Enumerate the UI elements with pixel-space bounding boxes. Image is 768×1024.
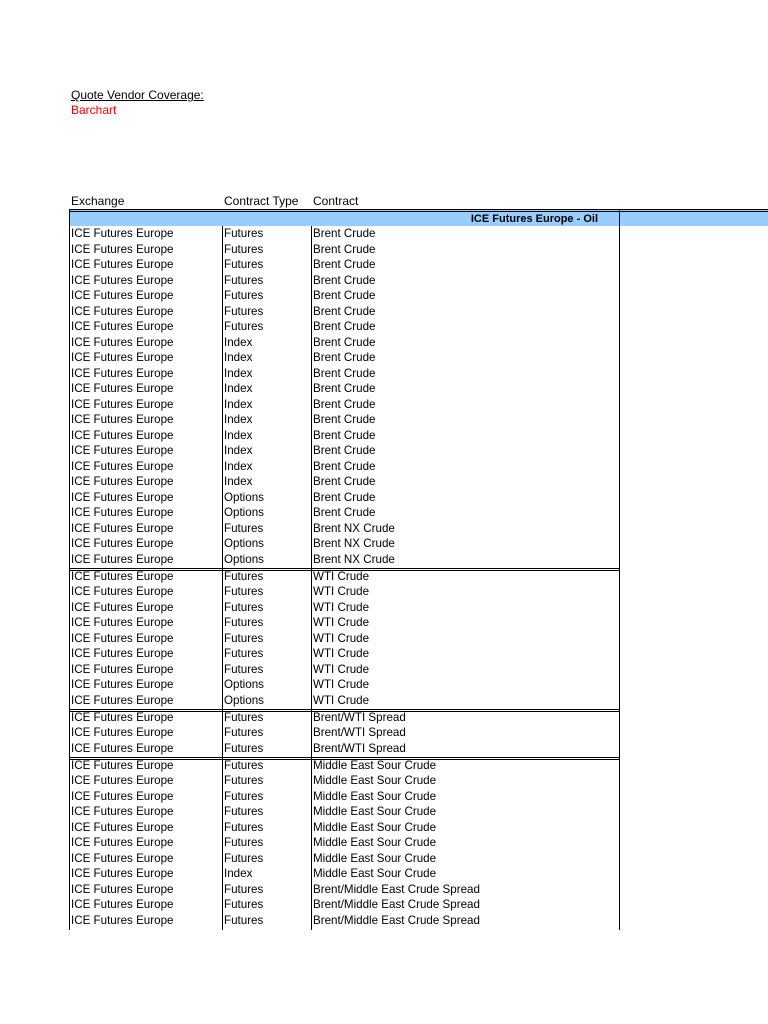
cell-contract-type: Futures [224,789,264,803]
cell-contract-type: Futures [224,600,264,614]
cell-exchange: ICE Futures Europe [71,867,174,880]
table-row [70,319,619,335]
cell-exchange: ICE Futures Europe [71,521,174,535]
cell-contract-type: Futures [224,836,264,849]
cell-contract: Middle East Sour Crude [313,820,437,834]
cell-contract: Brent NX Crude [313,521,395,535]
table-row [70,257,619,273]
cell-contract: Brent Crude [313,397,376,411]
cell-contract: Brent Crude [313,320,376,333]
table-row [70,725,619,741]
header-exchange: Exchange [71,194,125,208]
table-row [70,851,619,867]
cell-contract-type: Futures [224,851,264,865]
cell-exchange: ICE Futures Europe [71,898,174,911]
cell-exchange: ICE Futures Europe [71,413,174,426]
cell-contract-type: Futures [224,242,264,256]
cell-exchange: ICE Futures Europe [71,726,174,739]
cell-contract: WTI Crude [313,662,370,676]
cell-contract-type: Futures [224,820,264,834]
cell-contract: Brent Crude [313,428,376,442]
cell-contract: Brent Crude [313,242,376,256]
cell-contract-type: Futures [224,662,264,676]
cell-exchange: ICE Futures Europe [71,335,174,349]
cell-contract: WTI Crude [313,693,370,707]
cell-contract-type: Futures [224,647,264,660]
cell-contract-type: Futures [224,726,264,739]
cell-exchange: ICE Futures Europe [71,741,174,755]
cell-contract: Brent Crude [313,459,376,473]
cell-exchange: ICE Futures Europe [71,678,174,691]
cell-contract-type: Futures [224,805,264,818]
cell-contract-type: Futures [224,616,264,629]
table-row [70,835,619,851]
cell-contract: Brent/WTI Spread [313,741,406,755]
cell-contract: WTI Crude [313,600,370,614]
cell-contract-type: Futures [224,227,264,240]
table-row [70,552,619,568]
cell-exchange: ICE Futures Europe [71,351,174,364]
cell-contract-type: Index [224,382,253,395]
cell-exchange: ICE Futures Europe [71,490,174,504]
cell-contract-type: Futures [224,521,264,535]
cell-contract: Brent Crude [313,304,376,318]
cell-contract: Brent Crude [313,258,376,271]
table-row [70,646,619,662]
cell-exchange: ICE Futures Europe [71,227,174,240]
table-row [70,335,619,351]
cell-exchange: ICE Futures Europe [71,273,174,287]
cell-exchange: ICE Futures Europe [71,258,174,271]
cell-contract: Brent Crude [313,366,376,380]
table-row [70,474,619,490]
cell-contract: Brent/WTI Spread [313,726,406,739]
cell-exchange: ICE Futures Europe [71,662,174,676]
cell-exchange: ICE Futures Europe [71,647,174,660]
cell-contract: Brent/Middle East Crude Spread [313,898,480,911]
cell-contract-type: Index [224,335,253,349]
header-contract-type: Contract Type [224,194,299,208]
cell-exchange: ICE Futures Europe [71,789,174,803]
table-row [70,443,619,459]
table-row [70,569,619,585]
cell-exchange: ICE Futures Europe [71,913,174,927]
table-row [70,273,619,289]
cell-contract: Middle East Sour Crude [313,758,437,772]
cell-exchange: ICE Futures Europe [71,616,174,629]
cell-contract: WTI Crude [313,631,370,645]
table-row [70,804,619,820]
cell-exchange: ICE Futures Europe [71,459,174,473]
cell-contract: WTI Crude [313,616,370,629]
cell-exchange: ICE Futures Europe [71,320,174,333]
cell-contract-type: Futures [224,710,264,724]
cell-contract: Brent/Middle East Crude Spread [313,882,480,896]
table-row [70,789,619,805]
cell-exchange: ICE Futures Europe [71,585,174,598]
cell-contract-type: Futures [224,758,264,772]
cell-contract: Brent Crude [313,490,376,504]
cell-exchange: ICE Futures Europe [71,600,174,614]
cell-contract: Middle East Sour Crude [313,836,437,849]
table-row [70,304,619,320]
table-row [70,381,619,397]
table-row [70,226,619,242]
cell-contract-type: Futures [224,304,264,318]
table-row [70,741,619,757]
cell-exchange: ICE Futures Europe [71,304,174,318]
cell-contract: WTI Crude [313,585,370,598]
cell-contract: Middle East Sour Crude [313,851,437,865]
table-row [70,242,619,258]
cell-exchange: ICE Futures Europe [71,552,174,566]
cell-contract-type: Futures [224,273,264,287]
cell-exchange: ICE Futures Europe [71,631,174,645]
cell-contract: Brent Crude [313,444,376,457]
table-row [70,397,619,413]
table-row [70,288,619,304]
cell-contract: WTI Crude [313,678,370,691]
cell-exchange: ICE Futures Europe [71,382,174,395]
table-row [70,882,619,898]
section-title: ICE Futures Europe - Oil [470,213,598,225]
cell-contract: Brent/Middle East Crude Spread [313,913,480,927]
cell-contract-type: Index [224,351,253,364]
cell-exchange: ICE Futures Europe [71,366,174,380]
cell-contract: Brent Crude [313,413,376,426]
contracts-table [69,226,620,930]
table-row [70,521,619,537]
table-row [70,758,619,774]
cell-contract-type: Options [224,506,264,519]
cell-contract: Middle East Sour Crude [313,805,437,818]
table-row [70,897,619,913]
cell-contract-type: Futures [224,258,264,271]
vendor-name: Barchart [71,103,117,117]
cell-contract-type: Futures [224,741,264,755]
table-row [70,459,619,475]
cell-contract: Brent NX Crude [313,537,395,550]
cell-contract-type: Options [224,693,264,707]
table-row [70,412,619,428]
cell-contract: Middle East Sour Crude [313,774,437,787]
cell-contract: Brent/WTI Spread [313,710,406,724]
cell-contract-type: Index [224,366,253,380]
cell-contract-type: Futures [224,289,264,302]
table-row [70,631,619,647]
table-row [70,536,619,552]
cell-exchange: ICE Futures Europe [71,851,174,865]
cell-exchange: ICE Futures Europe [71,428,174,442]
table-row [70,505,619,521]
cell-exchange: ICE Futures Europe [71,242,174,256]
table-row [70,913,619,929]
cell-contract: Brent NX Crude [313,552,395,566]
cell-contract-type: Futures [224,913,264,927]
cell-contract: Brent Crude [313,351,376,364]
section-header-bar [69,209,768,226]
cell-exchange: ICE Futures Europe [71,289,174,302]
table-row [70,428,619,444]
cell-contract: Brent Crude [313,382,376,395]
cell-contract-type: Index [224,428,253,442]
cell-exchange: ICE Futures Europe [71,693,174,707]
cell-exchange: ICE Futures Europe [71,774,174,787]
table-row [70,693,619,709]
table-row [70,773,619,789]
cell-contract: Brent Crude [313,227,376,240]
cell-contract-type: Index [224,459,253,473]
cell-contract: Brent Crude [313,475,376,488]
cell-contract-type: Options [224,490,264,504]
cell-exchange: ICE Futures Europe [71,444,174,457]
table-row [70,490,619,506]
cell-contract: Middle East Sour Crude [313,789,437,803]
cell-contract-type: Futures [224,631,264,645]
cell-contract-type: Futures [224,898,264,911]
header-contract: Contract [313,194,359,208]
vendor-coverage-title: Quote Vendor Coverage: [71,88,204,102]
cell-contract: Brent Crude [313,335,376,349]
cell-exchange: ICE Futures Europe [71,397,174,411]
cell-exchange: ICE Futures Europe [71,758,174,772]
cell-exchange: ICE Futures Europe [71,475,174,488]
cell-contract-type: Options [224,537,264,550]
table-row [70,677,619,693]
table-row [70,584,619,600]
cell-exchange: ICE Futures Europe [71,710,174,724]
table-row [70,820,619,836]
cell-exchange: ICE Futures Europe [71,882,174,896]
cell-contract-type: Futures [224,585,264,598]
cell-contract-type: Options [224,552,264,566]
cell-exchange: ICE Futures Europe [71,820,174,834]
column-headers [0,194,768,209]
table-row [70,350,619,366]
table-row [70,662,619,678]
cell-contract: Brent Crude [313,273,376,287]
cell-exchange: ICE Futures Europe [71,506,174,519]
table-row [70,600,619,616]
cell-contract-type: Index [224,867,253,880]
cell-contract: Middle East Sour Crude [313,867,437,880]
table-row [70,710,619,726]
cell-contract-type: Futures [224,320,264,333]
cell-contract-type: Index [224,397,253,411]
cell-contract: Brent Crude [313,289,376,302]
cell-exchange: ICE Futures Europe [71,805,174,818]
cell-contract-type: Index [224,413,253,426]
cell-exchange: ICE Futures Europe [71,836,174,849]
table-row [70,866,619,882]
cell-contract-type: Futures [224,569,264,583]
table-row [70,615,619,631]
cell-contract-type: Futures [224,882,264,896]
table-row [70,366,619,382]
cell-exchange: ICE Futures Europe [71,537,174,550]
cell-contract-type: Index [224,444,253,457]
cell-exchange: ICE Futures Europe [71,569,174,583]
cell-contract: WTI Crude [313,569,370,583]
cell-contract: Brent Crude [313,506,376,519]
cell-contract-type: Index [224,475,253,488]
cell-contract-type: Futures [224,774,264,787]
cell-contract: WTI Crude [313,647,370,660]
cell-contract-type: Options [224,678,264,691]
